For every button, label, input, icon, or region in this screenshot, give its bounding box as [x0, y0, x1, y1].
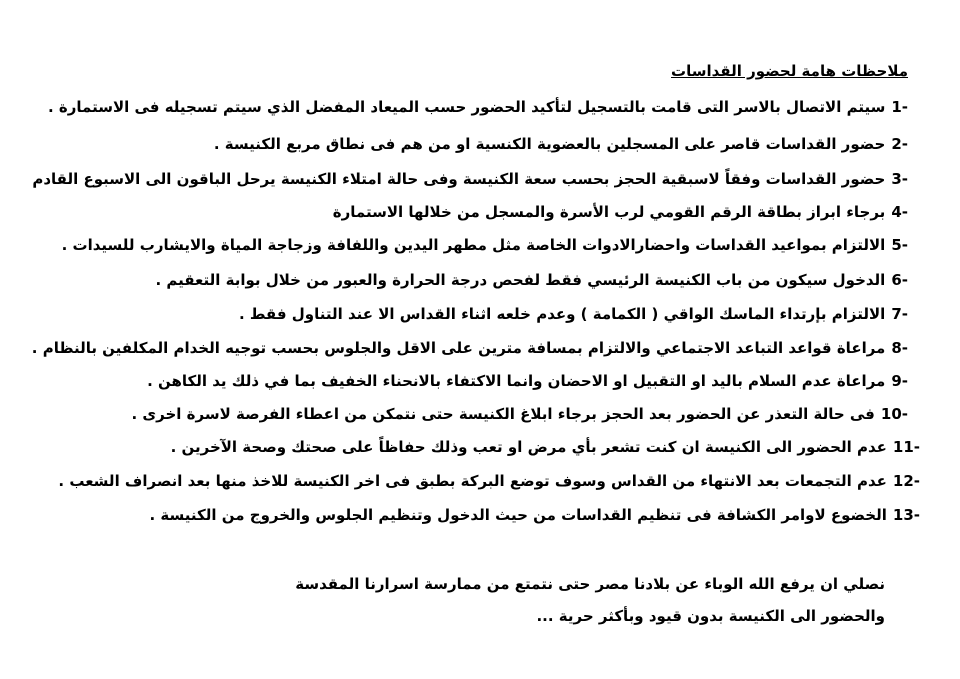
item-number: -3 — [891, 170, 908, 188]
list-item — [62, 236, 908, 254]
list-item — [155, 271, 908, 289]
item-text: عدم الحضور الى الكنيسة ان كنت تشعر بأي مرض او تعب وذلك حفاظاً على صحتك وصحة الآخرين . — [170, 438, 887, 456]
list-item — [150, 506, 921, 524]
item-text: فى حالة التعذر عن الحضور بعد الحجز برجاء ابلاغ الكنيسة حتى نتمكن من اعطاء الفرصة لاسرة اخرى . — [131, 405, 875, 423]
item-number: -10 — [880, 405, 908, 423]
page-title: ملاحظات هامة لحضور القداسات — [671, 62, 908, 80]
item-number: -9 — [891, 372, 908, 390]
list-item — [171, 438, 920, 456]
item-number: -7 — [891, 305, 908, 323]
item-text: الالتزام بإرتداء الماسك الواقي ( الكمامة ) وعدم خلعه اثناء القداس الا عند التناول فقط . — [238, 305, 886, 323]
item-text: حضور القداسات قاصر على المسجلين بالعضوية الكنسية او من هم فى نطاق مربع الكنيسة . — [213, 135, 886, 153]
item-text: برجاء ابراز بطاقة الرقم القومي لرب الأسرة والمسجل من خلالها الاستمارة — [332, 203, 886, 221]
item-text: مراعاة عدم السلام باليد او التقبيل او الاحضان وانما الاكتفاء بالانحناء الخفيف بما في ذلك يد الكاهن . — [147, 372, 886, 390]
item-text: مراعاة قواعد التباعد الاجتماعي والالتزام بمسافة مترين على الاقل والجلوس بحسب توجيه الخدام المكلفين بالنظام . — [31, 339, 886, 357]
item-text: الالتزام بمواعيد القداسات واحضارالادوات الخاصة مثل مطهر اليدين واللفافة وزجاجة المياة والايشارب للسيدات . — [61, 236, 886, 254]
list-item — [48, 98, 908, 116]
item-number: -8 — [891, 339, 908, 357]
item-number: -12 — [892, 472, 920, 490]
item-number: -5 — [891, 236, 908, 254]
item-text: الخضوع لاوامر الكشافة فى تنظيم القداسات من حيث الدخول وتنظيم الجلوس والخروج من الكنيسة . — [149, 506, 887, 524]
item-number: -11 — [892, 438, 920, 456]
item-text: حضور القداسات وفقاً لاسبقية الحجز بحسب سعة الكنيسة وفى حالة امتلاء الكنيسة يرحل الباقون الى الاسبوع القادم — [32, 170, 886, 188]
list-item — [32, 339, 908, 357]
item-text: عدم التجمعات بعد الانتهاء من القداس وسوف توضع البركة بطبق فى اخر الكنيسة للاخذ منها بعد انصراف الشعب . — [58, 472, 887, 490]
item-text: الدخول سيكون من باب الكنيسة الرئيسي فقط لفحص درجة الحرارة والعبور من خلال بوابة التعقيم . — [155, 271, 886, 289]
list-item — [32, 170, 908, 188]
closing-line-1: نصلي ان يرفع الله الوباء عن بلادنا مصر حتى نتمتع من ممارسة اسرارنا المقدسة — [295, 575, 885, 593]
item-number: -13 — [892, 506, 920, 524]
closing-line-2: والحضور الى الكنيسة بدون قيود وبأكثر حرية ... — [536, 607, 885, 625]
item-number: -6 — [891, 271, 908, 289]
item-number: -4 — [891, 203, 908, 221]
list-item — [214, 135, 908, 153]
item-number: -1 — [891, 98, 908, 116]
item-number: -2 — [891, 135, 908, 153]
list-item — [147, 372, 908, 390]
item-text: سيتم الاتصال بالاسر التى قامت بالتسجيل لتأكيد الحضور حسب الميعاد المفضل الذي سيتم تسجيله فى الاستمارة . — [47, 98, 886, 116]
list-item — [131, 405, 908, 423]
list-item — [239, 305, 908, 323]
list-item — [333, 203, 908, 221]
list-item — [58, 472, 920, 490]
